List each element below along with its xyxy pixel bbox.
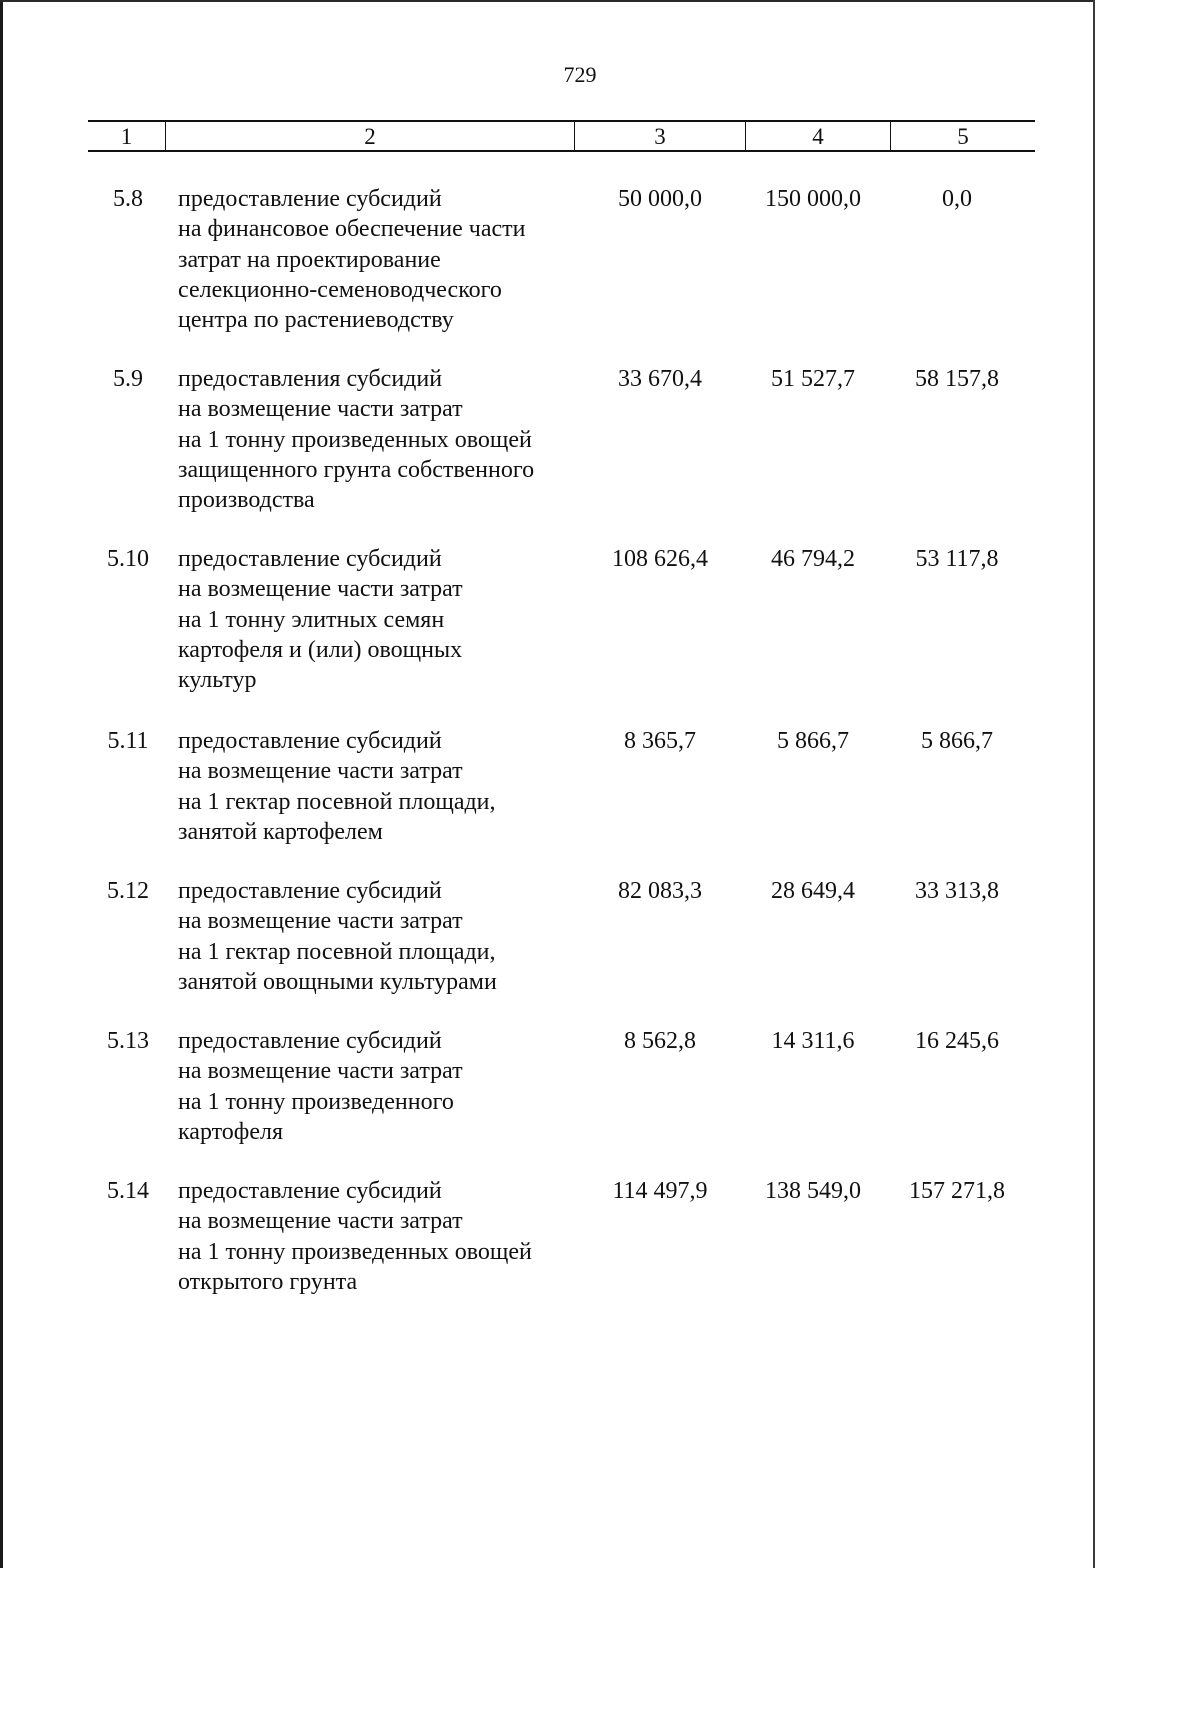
- description-line: открытого грунта: [178, 1268, 358, 1295]
- value-col-5: 5 866,7: [921, 728, 993, 754]
- description-line: на возмещение части затрат: [178, 396, 463, 423]
- value-col-3: 50 000,0: [618, 186, 702, 212]
- description-line: на возмещение части затрат: [178, 1208, 463, 1235]
- value-col-3: 8 562,8: [624, 1028, 696, 1054]
- table-header-top-rule: [88, 120, 1035, 122]
- row-number: 5.11: [107, 728, 149, 754]
- description-line: культур: [178, 667, 257, 694]
- value-col-4: 46 794,2: [771, 546, 855, 572]
- row-description: [178, 544, 578, 695]
- row-description: [178, 1026, 578, 1147]
- header-col-1: 1: [120, 124, 133, 149]
- description-line: селекционно-семеноводческого: [178, 276, 502, 303]
- value-col-5: 53 117,8: [915, 546, 999, 572]
- description-line: на 1 тонну произведенных овощей: [178, 426, 532, 453]
- description-line: занятой овощными культурами: [178, 968, 497, 995]
- value-col-4: 28 649,4: [771, 878, 855, 904]
- scan-edge-top: [0, 0, 1095, 2]
- header-col-3: 3: [654, 124, 666, 149]
- value-col-5: 33 313,8: [915, 878, 999, 904]
- row-description: [178, 876, 578, 997]
- description-line: на возмещение части затрат: [178, 758, 463, 785]
- header-col-2: 2: [364, 124, 376, 149]
- description-line: на возмещение части затрат: [178, 576, 463, 603]
- value-col-3: 8 365,7: [624, 728, 696, 754]
- description-line: защищенного грунта собственного: [178, 456, 535, 483]
- description-line: производства: [178, 487, 315, 514]
- value-col-3: 82 083,3: [618, 878, 702, 904]
- description-line: на финансовое обеспечение части: [178, 216, 526, 243]
- description-line: на 1 тонну элитных семян: [178, 606, 445, 633]
- description-line: затрат на проектирование: [178, 246, 441, 273]
- value-col-3: 33 670,4: [618, 366, 702, 392]
- row-description: [178, 364, 578, 515]
- description-line: предоставления субсидий: [178, 366, 443, 392]
- row-number: 5.8: [113, 186, 143, 212]
- description-line: картофеля и (или) овощных: [178, 636, 463, 663]
- description-line: на возмещение части затрат: [178, 1058, 463, 1085]
- description-line: предоставление субсидий: [178, 186, 442, 212]
- description-line: картофеля: [178, 1118, 284, 1145]
- description-line: на 1 тонну произведенных овощей: [178, 1238, 532, 1265]
- value-col-4: 51 527,7: [771, 366, 855, 392]
- description-line: на возмещение части затрат: [178, 908, 463, 935]
- description-line: на 1 гектар посевной площади,: [178, 788, 496, 815]
- description-line: предоставление субсидий: [178, 1178, 442, 1204]
- value-col-3: 108 626,4: [612, 546, 708, 572]
- header-col-4: 4: [812, 124, 824, 149]
- row-number: 5.9: [113, 366, 143, 392]
- row-description: [178, 1176, 578, 1297]
- value-col-4: 5 866,7: [777, 728, 849, 754]
- value-col-3: 114 497,9: [612, 1178, 708, 1204]
- row-number: 5.10: [107, 546, 149, 572]
- scan-edge-left: [0, 0, 3, 1568]
- row-number: 5.14: [107, 1178, 149, 1204]
- description-line: предоставление субсидий: [178, 546, 442, 572]
- value-col-4: 14 311,6: [771, 1028, 855, 1054]
- value-col-5: 58 157,8: [915, 366, 999, 392]
- header-col-5: 5: [957, 124, 969, 149]
- value-col-5: 16 245,6: [915, 1028, 999, 1054]
- row-number: 5.12: [107, 878, 149, 904]
- row-description: [178, 726, 578, 847]
- description-line: центра по растениеводству: [178, 307, 454, 334]
- description-line: предоставление субсидий: [178, 1028, 442, 1054]
- description-line: предоставление субсидий: [178, 878, 442, 904]
- value-col-4: 150 000,0: [765, 186, 861, 212]
- row-number: 5.13: [107, 1028, 149, 1054]
- value-col-5: 157 271,8: [909, 1178, 1005, 1204]
- row-description: [178, 184, 578, 335]
- scan-edge-right: [1093, 0, 1095, 1568]
- value-col-4: 138 549,0: [765, 1178, 861, 1204]
- description-line: занятой картофелем: [178, 818, 383, 845]
- value-col-5: 0,0: [942, 186, 972, 212]
- page-number: 729: [563, 62, 597, 87]
- description-line: на 1 тонну произведенного: [178, 1088, 454, 1115]
- description-line: предоставление субсидий: [178, 728, 442, 754]
- description-line: на 1 гектар посевной площади,: [178, 938, 496, 965]
- table-header-bottom-rule: [88, 150, 1035, 152]
